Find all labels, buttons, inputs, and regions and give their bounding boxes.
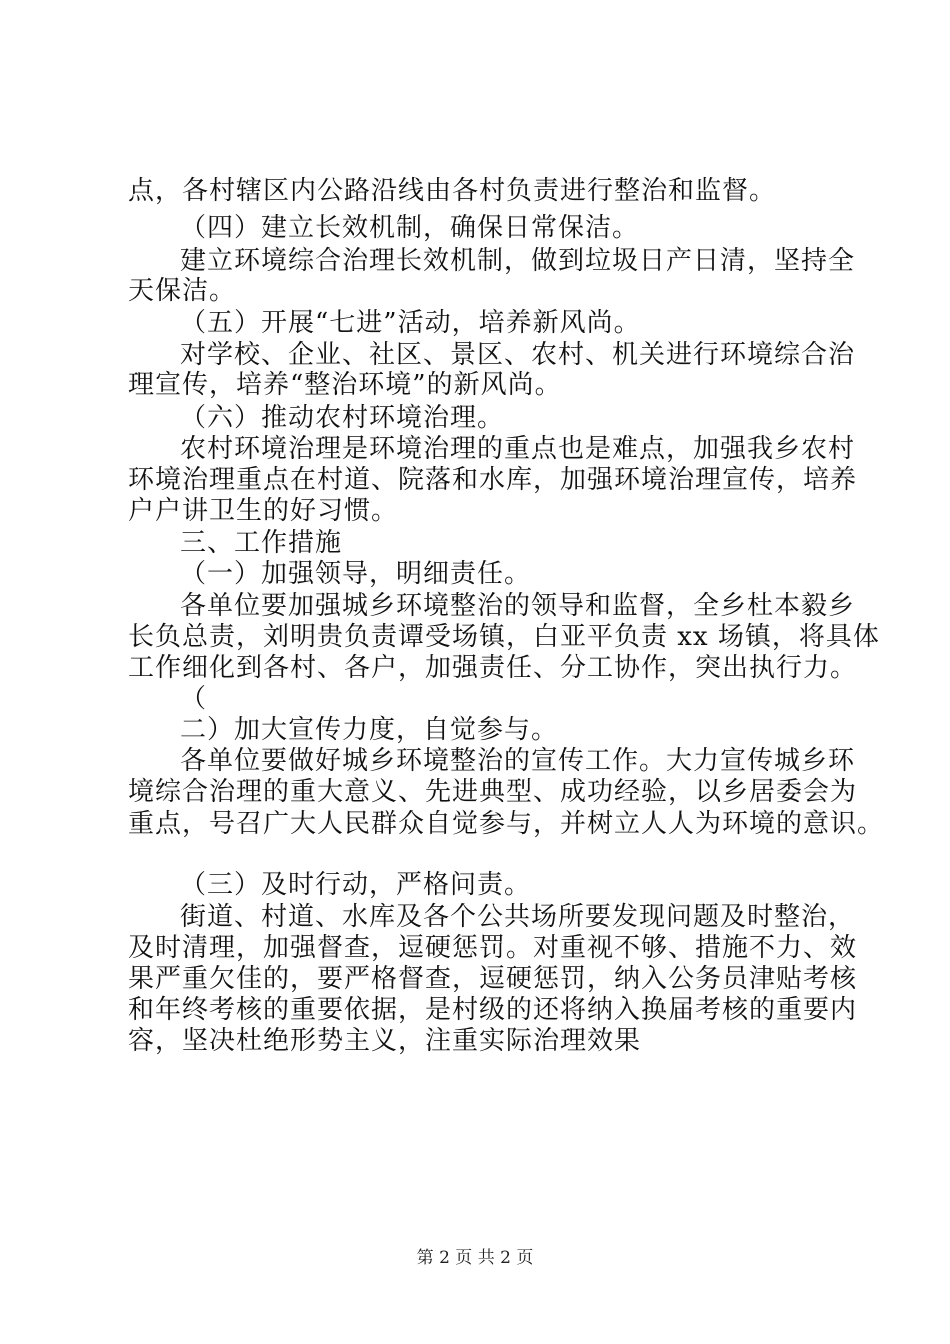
text-line: 及时清理，加强督查，逗硬惩罚。对重视不够、措施不力、效 <box>128 933 858 963</box>
text-line: 境综合治理的重大意义、先进典型、成功经验，以乡居委会为 <box>128 777 858 807</box>
text-line: 环境治理重点在村道、院落和水库，加强环境治理宣传，培养 <box>128 465 858 495</box>
section-heading-4: （四）建立长效机制，确保日常保洁。 <box>180 213 640 243</box>
text-line: 街道、村道、水库及各个公共场所要发现问题及时整治， <box>180 902 856 932</box>
text-line: 天保洁。 <box>128 276 237 306</box>
section-heading-3: 三、工作措施 <box>180 528 343 558</box>
text-line: （ <box>180 684 208 714</box>
section-heading-6: （六）推动农村环境治理。 <box>180 403 505 433</box>
text-line: 农村环境治理是环境治理的重点也是难点，加强我乡农村 <box>180 434 856 464</box>
text-line: 建立环境综合治理长效机制，做到垃圾日产日清，坚持全 <box>180 246 856 276</box>
text-line: 容，坚决杜绝形势主义，注重实际治理效果 <box>128 1026 642 1056</box>
text-line: 工作细化到各村、各户，加强责任、分工协作，突出执行力。 <box>128 653 858 683</box>
text-line: 各单位要做好城乡环境整治的宣传工作。大力宣传城乡环 <box>180 746 856 776</box>
text-line: 对学校、企业、社区、景区、农村、机关进行环境综合治 <box>180 340 856 370</box>
text-line: 点，各村辖区内公路沿线由各村负责进行整治和监督。 <box>128 176 777 206</box>
subsection-heading-3: （三）及时行动，严格问责。 <box>180 870 532 900</box>
text-line: 户户讲卫生的好习惯。 <box>128 496 399 526</box>
page-number-footer: 第 2 页 共 2 页 <box>416 1248 534 1268</box>
text-line: 果严重欠佳的，要严格督查，逗硬惩罚，纳入公务员津贴考核 <box>128 964 858 994</box>
subsection-heading-1: （一）加强领导，明细责任。 <box>180 559 532 589</box>
text-line: 理宣传，培养“整治环境”的新风尚。 <box>128 370 562 400</box>
text-line: 和年终考核的重要依据，是村级的还将纳入换届考核的重要内 <box>128 995 858 1025</box>
section-heading-5: （五）开展“七进”活动，培养新风尚。 <box>180 308 641 338</box>
text-line: 重点，号召广大人民群众自觉参与，并树立人人为环境的意识。 <box>128 809 885 839</box>
subsection-heading-2: 二）加大宣传力度，自觉参与。 <box>180 715 559 745</box>
text-line: 长负总责，刘明贵负责谭受场镇，白亚平负责 xx 场镇，将具体 <box>128 622 880 652</box>
text-line: 各单位要加强城乡环境整治的领导和监督，全乡杜本毅乡 <box>180 591 856 621</box>
